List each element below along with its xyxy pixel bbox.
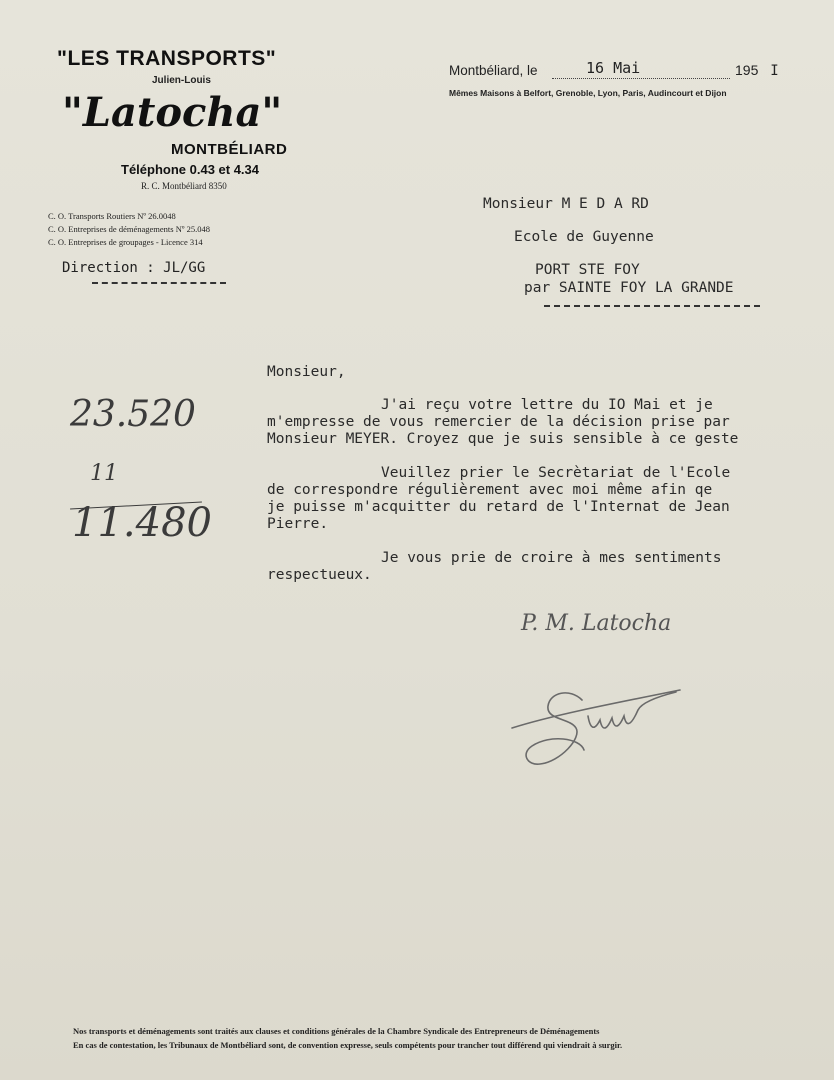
co-line: C. O. Entreprises de déménagements Nº 25.048 [48,224,210,234]
body-line: de correspondre régulièrement avec moi même afin qe [267,482,713,498]
recipient-post-town: par SAINTE FOY LA GRANDE [524,280,734,296]
handwritten-amount: 23.520 [70,394,196,435]
handwritten-signature-note: P. M. Latocha [521,611,672,636]
co-line: C. O. Entreprises de groupages - Licence 314 [48,237,203,247]
company-logo [56,86,336,142]
body-line: Je vous prie de croire à mes sentiments [381,550,722,566]
dateline-place: Montbéliard, le [449,63,538,78]
logo-wordmark: "Latocha" [62,89,283,136]
dateline-date: 16 Mai [586,59,641,77]
recipient-town: PORT STE FOY [535,262,640,278]
signature [510,680,700,784]
divider-dashes [92,282,226,284]
handwritten-amount: 11.480 [72,500,212,546]
company-title: "LES TRANSPORTS" [57,47,277,70]
body-line: Veuillez prier le Secrètariat de l'Ecole [381,465,731,481]
recipient-name: Monsieur M E D A RD [483,196,649,212]
body-line: J'ai reçu votre lettre du IO Mai et je [381,397,713,413]
co-line: C. O. Transports Routiers Nº 26.0048 [48,211,176,221]
company-rc: R. C. Montbéliard 8350 [141,181,227,191]
body-line: Pierre. [267,516,329,532]
body-line: je puisse m'acquitter du retard de l'Internat de Jean [267,499,730,515]
company-city: MONTBÉLIARD [171,141,288,158]
company-subtitle: Julien-Louis [152,75,211,86]
body-line: respectueux. [267,567,372,583]
date-dotted-line [552,78,730,79]
body-line: m'empresse de vous remercier de la décision prise par [267,414,730,430]
recipient-school: Ecole de Guyenne [514,229,654,245]
body-line: Monsieur MEYER. Croyez que je suis sensible à ce geste [267,431,739,447]
company-phone: Téléphone 0.43 et 4.34 [121,162,260,177]
handwritten-amount: 11 [90,461,118,486]
dateline-year [735,62,779,79]
branch-offices: Mêmes Maisons à Belfort, Grenoble, Lyon, Paris, Audincourt et Dijon [449,88,727,98]
salutation: Monsieur, [267,364,346,380]
recipient-divider [544,305,760,307]
footer-jurisdiction: En cas de contestation, les Tribunaux de Montbéliard sont, de convention expresse, seuls compétents pour trancher tout différend qui viendrait à surgir. [73,1040,623,1050]
footer-terms: Nos transports et déménagements sont traités aux clauses et conditions générales de la Chambre Syndicale des Entrepreneurs de Déménagements [73,1026,600,1036]
direction-reference: Direction : JL/GG [62,260,206,276]
year-prefix: 195 [735,62,759,78]
year-suffix: I [770,63,779,79]
